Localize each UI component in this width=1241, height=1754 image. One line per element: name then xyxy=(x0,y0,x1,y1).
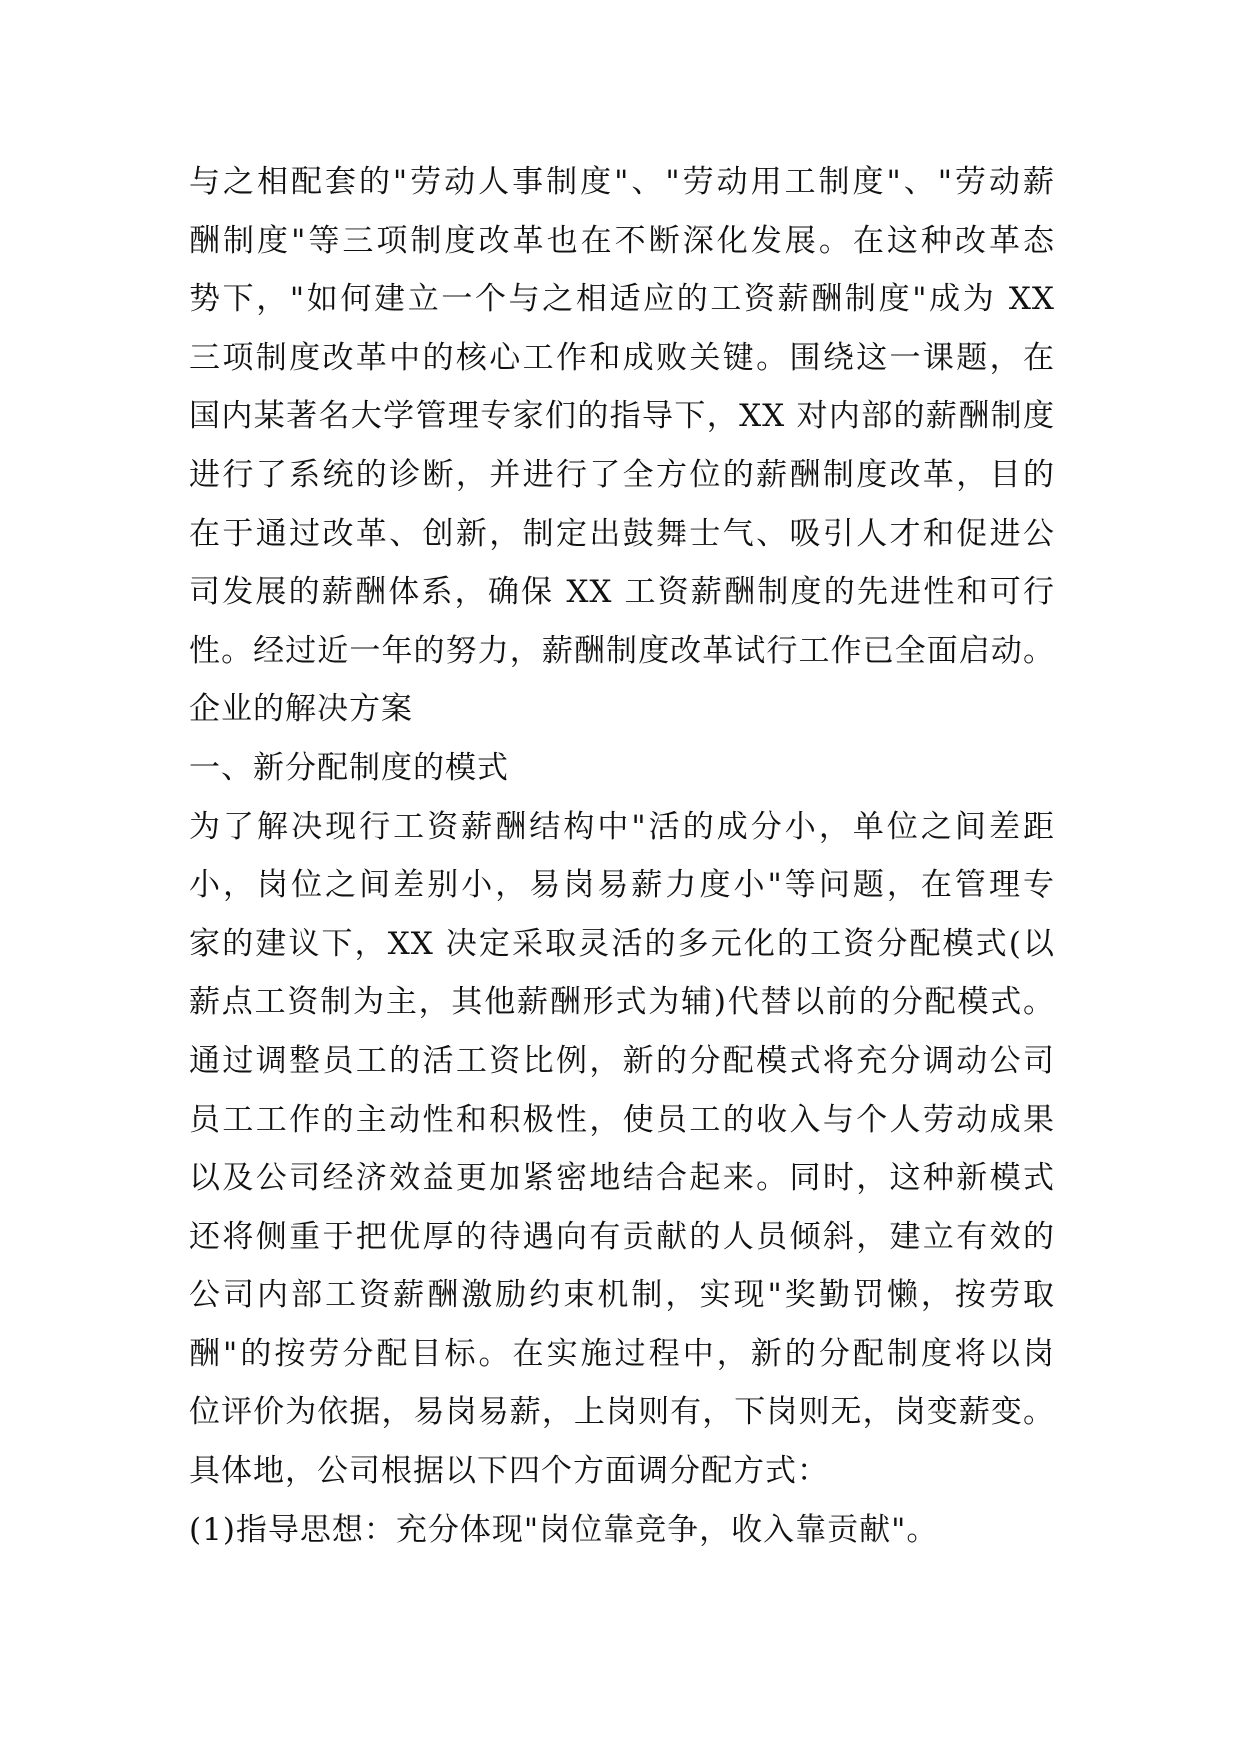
text-line: 三项制度改革中的核心工作和成败关键。围绕这一课题，在 xyxy=(189,339,1055,376)
text-line: 通过调整员工的活工资比例，新的分配模式将充分调动公司 xyxy=(189,1042,1055,1079)
text-line: 与之相配套的"劳动人事制度"、"劳动用工制度"、"劳动薪 xyxy=(189,164,1055,200)
list-item-1: (1)指导思想：充分体现"岗位靠竞争，收入靠贡献"。 xyxy=(189,1511,939,1548)
text-line: 以及公司经济效益更加紧密地结合起来。同时，这种新模式 xyxy=(189,1160,1055,1197)
text-line: 酬"的按劳分配目标。在实施过程中，新的分配制度将以岗 xyxy=(189,1335,1055,1372)
paragraph-2 xyxy=(189,798,1055,1443)
text-line: 势下，"如何建立一个与之相适应的工资薪酬制度"成为 XX xyxy=(189,281,1055,318)
paragraph-1 xyxy=(189,153,1055,680)
text-line: 为了解决现行工资薪酬结构中"活的成分小，单位之间差距 xyxy=(189,808,1055,845)
text-line: 位评价为依据，易岗易薪，上岗则有，下岗则无，岗变薪变。 xyxy=(189,1394,1055,1431)
text-line: 小，岗位之间差别小，易岗易薪力度小"等问题，在管理专 xyxy=(189,867,1055,904)
text-line: 员工工作的主动性和积极性，使员工的收入与个人劳动成果 xyxy=(189,1101,1055,1138)
document-body xyxy=(189,153,1055,1559)
text-line: 性。经过近一年的努力，薪酬制度改革试行工作已全面启动。 xyxy=(189,632,1055,669)
text-line: 还将侧重于把优厚的待遇向有贡献的人员倾斜，建立有效的 xyxy=(189,1218,1055,1255)
text-line: 家的建议下，XX 决定采取灵活的多元化的工资分配模式(以 xyxy=(189,925,1055,962)
paragraph-3: 具体地，公司根据以下四个方面调分配方式： xyxy=(189,1453,829,1490)
text-line: 酬制度"等三项制度改革也在不断深化发展。在这种改革态 xyxy=(189,222,1055,259)
text-line: 在于通过改革、创新，制定出鼓舞士气、吸引人才和促进公 xyxy=(189,515,1055,552)
subsection-heading: 一、新分配制度的模式 xyxy=(189,749,509,786)
text-line: 进行了系统的诊断，并进行了全方位的薪酬制度改革，目的 xyxy=(189,456,1055,493)
section-heading: 企业的解决方案 xyxy=(189,691,413,728)
text-line: 司发展的薪酬体系，确保 XX 工资薪酬制度的先进性和可行 xyxy=(189,574,1055,611)
text-line: 薪点工资制为主，其他薪酬形式为辅)代替以前的分配模式。 xyxy=(189,984,1055,1021)
text-line: 公司内部工资薪酬激励约束机制，实现"奖勤罚懒，按劳取 xyxy=(189,1277,1055,1314)
text-line: 国内某著名大学管理专家们的指导下，XX 对内部的薪酬制度 xyxy=(189,398,1055,435)
